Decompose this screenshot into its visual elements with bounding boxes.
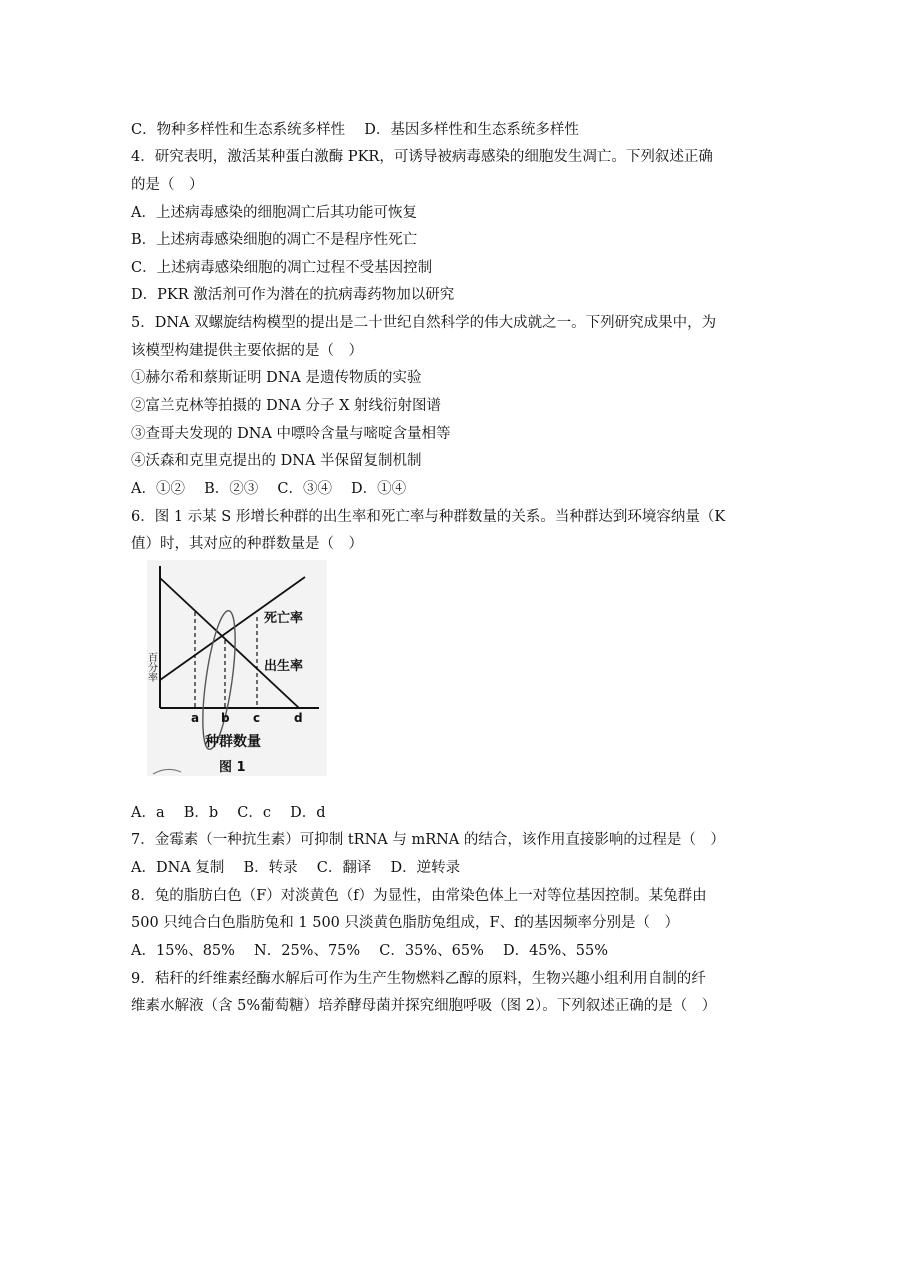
q8-stem-cont: 500 只纯合白色脂肪兔和 1 500 只淡黄色脂肪兔组成，F、f的基因频率分别是（ ） bbox=[131, 915, 679, 931]
q6-stem-cont: 值）时，其对应的种群数量是（ ） bbox=[131, 536, 363, 552]
q5-item-1: ①赫尔希和蔡斯证明 DNA 是遗传物质的实验 bbox=[131, 370, 422, 386]
q4-stem: 4．研究表明，激活某种蛋白激酶 PKR，可诱导被病毒感染的细胞发生凋亡。下列叙述正确 bbox=[131, 149, 713, 165]
q6-stem: 6．图 1 示某 S 形增长种群的出生率和死亡率与种群数量的关系。当种群达到环境容纳量（K bbox=[131, 509, 726, 525]
death-rate-label: 死亡率 bbox=[264, 611, 304, 626]
birth-rate-line bbox=[160, 578, 299, 708]
q5-item-2: ②富兰克林等拍摄的 DNA 分子 X 射线衍射图谱 bbox=[131, 398, 442, 414]
q5-item-4: ④沃森和克里克提出的 DNA 半保留复制机制 bbox=[131, 453, 422, 469]
q5-stem-cont: 该模型构建提供主要依据的是（ ） bbox=[131, 343, 363, 359]
q4-stem-cont: 的是（ ） bbox=[131, 177, 204, 193]
x-axis-label: 种群数量 bbox=[205, 734, 261, 750]
q4-option-c: C．上述病毒感染细胞的凋亡过程不受基因控制 bbox=[131, 260, 433, 276]
q7-stem: 7．金霉素（一种抗生素）可抑制 tRNA 与 mRNA 的结合，该作用直接影响的过程是（ ） bbox=[131, 832, 725, 848]
q4-option-b: B．上述病毒感染细胞的凋亡不是程序性死亡 bbox=[131, 232, 418, 248]
figure-1 bbox=[147, 560, 327, 776]
q8-stem: 8．兔的脂肪白色（F）对淡黄色（f）为显性，由常染色体上一对等位基因控制。某兔群由 bbox=[131, 888, 707, 904]
handdrawn-arc-mark bbox=[153, 769, 181, 774]
q5-item-3: ③查哥夫发现的 DNA 中嘌呤含量与嘧啶含量相等 bbox=[131, 426, 451, 442]
q6-options: A．a B．b C．c D．d bbox=[131, 805, 326, 821]
figure-caption: 图 1 bbox=[219, 760, 246, 775]
q4-option-a: A．上述病毒感染的细胞凋亡后其功能可恢复 bbox=[131, 205, 417, 221]
q7-options: A．DNA 复制 B．转录 C．翻译 D．逆转录 bbox=[131, 860, 461, 876]
birth-rate-label: 出生率 bbox=[264, 659, 304, 674]
tick-label-c: c bbox=[253, 711, 261, 725]
y-axis-label: 百分率 bbox=[145, 652, 157, 682]
q4-option-d: D．PKR 激活剂可作为潜在的抗病毒药物加以研究 bbox=[131, 287, 455, 303]
q9-stem: 9．秸秆的纤维素经酶水解后可作为生产生物燃料乙醇的原料，生物兴趣小组利用自制的纤 bbox=[131, 971, 706, 987]
tick-label-b: b bbox=[221, 711, 230, 725]
q3-options-cd: C．物种多样性和生态系统多样性 D．基因多样性和生态系统多样性 bbox=[131, 122, 579, 138]
q5-options: A．①② B．②③ C．③④ D．①④ bbox=[131, 481, 407, 497]
tick-label-d: d bbox=[294, 711, 303, 725]
handdrawn-loop-mark bbox=[196, 609, 241, 751]
q8-options: A．15%、85% N．25%、75% C．35%、65% D．45%、55% bbox=[131, 943, 609, 959]
q9-stem-cont: 维素水解液（含 5%葡萄糖）培养酵母菌并探究细胞呼吸（图 2）。下列叙述正确的是（ ） bbox=[131, 998, 717, 1014]
tick-label-a: a bbox=[191, 711, 200, 725]
q5-stem: 5．DNA 双螺旋结构模型的提出是二十世纪自然科学的伟大成就之一。下列研究成果中，为 bbox=[131, 315, 717, 331]
